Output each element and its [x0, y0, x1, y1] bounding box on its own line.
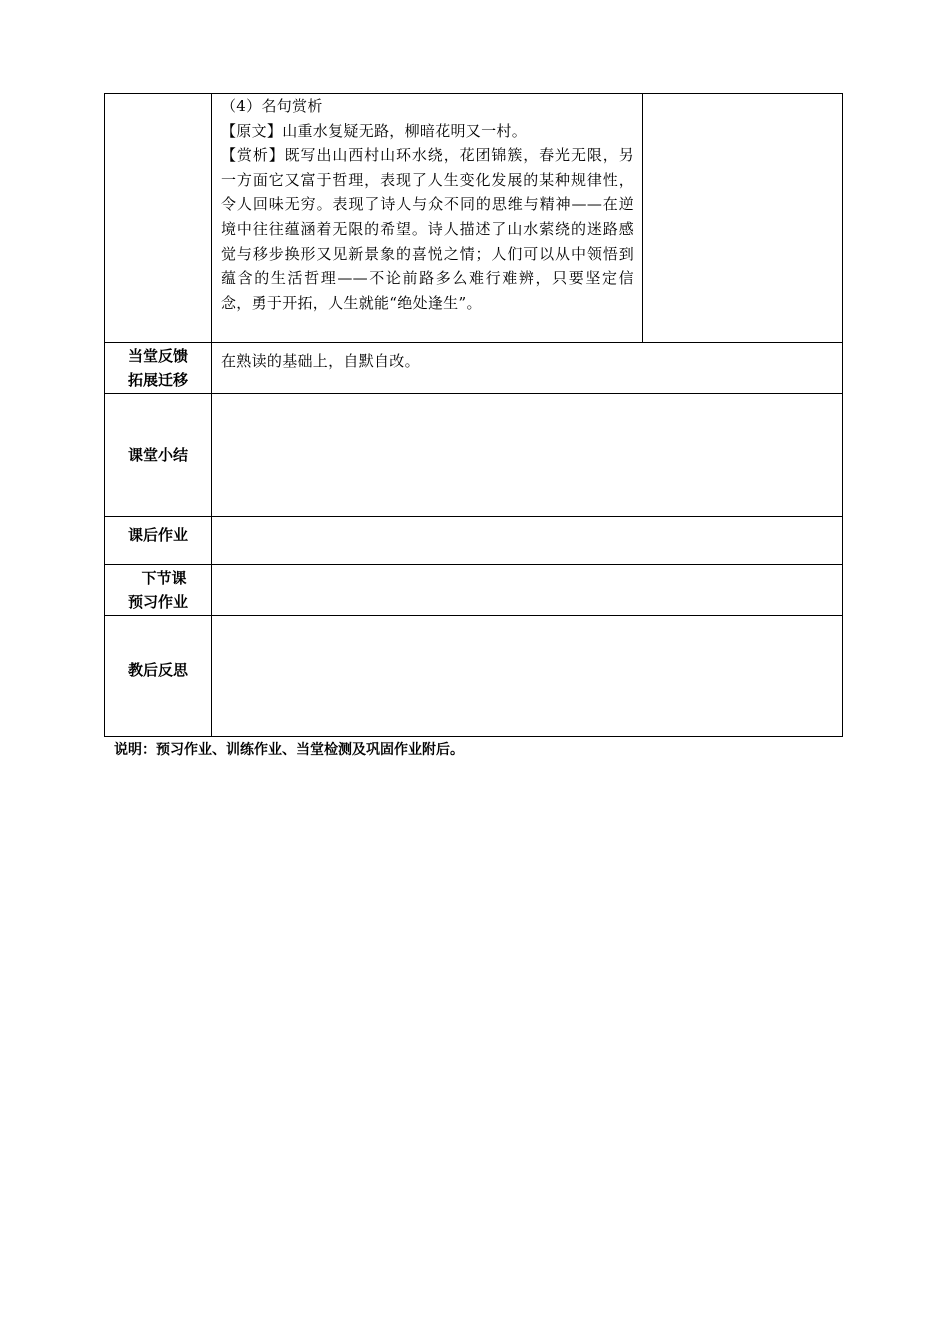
summary-label: 课堂小结 — [127, 446, 188, 464]
homework-label: 课后作业 — [127, 526, 188, 544]
homework-content-cell — [212, 517, 843, 565]
original-line: 【原文】山重水复疑无路，柳暗花明又一村。 — [221, 121, 528, 140]
summary-row — [105, 394, 843, 517]
preview-row — [105, 565, 843, 616]
feedback-label-line2: 拓展迁移 — [127, 371, 188, 389]
analysis-row — [105, 94, 843, 343]
summary-label-cell — [105, 394, 212, 517]
preview-label-cell — [105, 565, 212, 616]
analysis-content-cell — [212, 94, 643, 343]
preview-content-cell — [212, 565, 843, 616]
analysis-notes-cell — [643, 94, 843, 343]
feedback-label-line1: 当堂反馈 — [127, 347, 188, 365]
footer-note: 说明：预习作业、训练作业、当堂检测及巩固作业附后。 — [114, 742, 464, 758]
feedback-row — [105, 343, 843, 394]
homework-row — [105, 517, 843, 565]
lesson-plan-table — [104, 93, 843, 737]
reflection-label-cell — [105, 616, 212, 737]
appreciation-text: 【赏析】既写出山西村山环水绕，花团锦簇，春光无限，另一方面它又富于哲理，表现了人生变化发展的某种规律性，令人回味无穷。表现了诗人与众不同的思维与精神——在逆境中往往蕴涵着无限的希望。诗人描述了山水萦绕的迷路感觉与移步换形又见新景象的喜悦之情；人们可以从中领悟到蕴含的生活哲理——不论前路多么难行难辨，只要坚定信念，勇于开拓，人生就能“绝处逢生”。 — [221, 146, 634, 312]
summary-content-cell — [212, 394, 843, 517]
feedback-content-cell — [212, 343, 843, 394]
reflection-label: 教后反思 — [127, 661, 188, 679]
preview-label-line1: 下节课 — [141, 569, 187, 587]
feedback-content: 在熟读的基础上，自默自改。 — [221, 352, 420, 370]
reflection-row — [105, 616, 843, 737]
feedback-label-cell — [105, 343, 212, 394]
homework-label-cell — [105, 517, 212, 565]
analysis-heading: （4）名句赏析 — [221, 97, 323, 115]
preview-label-line2: 预习作业 — [127, 593, 188, 611]
analysis-label-cell — [105, 94, 212, 343]
reflection-content-cell — [212, 616, 843, 737]
